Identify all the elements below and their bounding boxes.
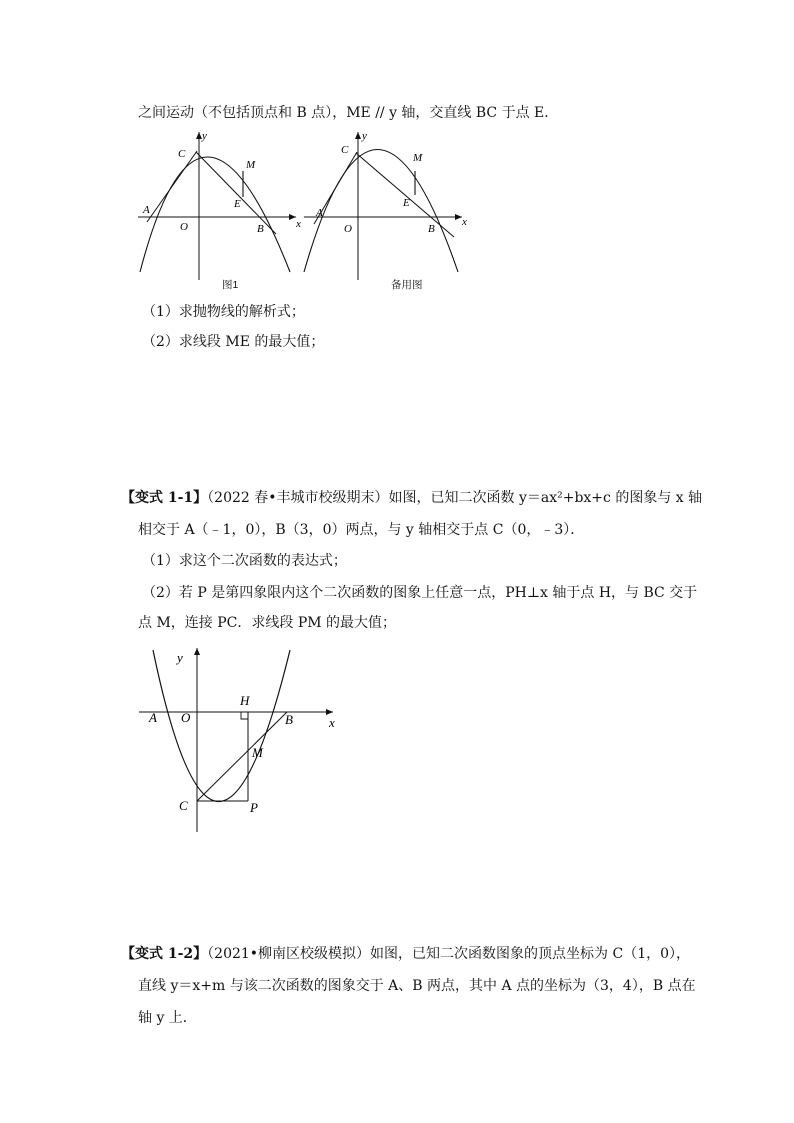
fig2-label-O: O [344,223,352,235]
fig2-label-A: A [316,207,323,219]
variant1-1-line2: 相交于 A（﹣1，0），B（3，0）两点，与 y 轴相交于点 C（0，﹣3）． [138,522,585,538]
fig1-label-E: E [234,198,241,210]
fig2-label-C: C [341,144,349,156]
fig2-label-x: x [462,216,467,228]
fig2-caption: 备用图 [391,279,423,291]
v11-label-P: P [250,800,258,815]
problem1-q2: （2）求线段 ME 的最大值； [142,334,325,350]
v11-label-x: x [329,715,335,730]
figure-backup [296,122,476,292]
fig1-label-B: B [257,223,264,235]
fig1-label-O: O [180,221,188,233]
fig1-label-M: M [246,159,256,171]
variant1-1-q2-cont: 点 M，连接 PC．求线段 PM 的最大值； [138,615,397,631]
fig1-label-x: x [296,218,301,230]
fig1-caption: 图1 [222,279,239,291]
variant1-1-q1: （1）求这个二次函数的表达式； [142,553,347,569]
fig2-label-B: B [428,223,435,235]
variant1-2-line3: 轴 y 上． [138,1010,197,1026]
variant1-2-line2: 直线 y＝x+m 与该二次函数的图象交于 A、B 两点，其中 A 点的坐标为（3，4），B 点在 [138,978,696,994]
problem1-intro: 之间运动（不包括顶点和 B 点），ME // y 轴，交直线 BC 于点 E． [138,105,559,121]
v11-label-C: C [179,798,188,813]
fig2-label-E: E [403,197,410,209]
problem1-q1: （1）求抛物线的解析式； [142,304,305,320]
variant1-2-tag: 【变式 1-2】 [121,946,208,962]
variant1-1-line1 [121,489,702,507]
v11-label-H: H [240,693,250,708]
v11-label-B: B [285,712,293,727]
figure-variant1-1 [135,640,345,840]
variant1-1-q2: （2）若 P 是第四象限内这个二次函数的图象上任意一点，PH⊥x 轴于点 H，与 BC 交于 [142,585,698,601]
v11-label-M: M [252,745,263,760]
fig2-label-M: M [413,152,423,164]
variant1-1-tag: 【变式 1-1】 [121,490,208,506]
v11-label-O: O [181,710,191,725]
v11-label-y: y [177,650,183,665]
fig2-label-y: y [362,130,367,142]
fig1-label-A: A [143,204,150,216]
fig1-label-y: y [202,130,207,142]
variant1-2-text1: （2021•柳南区校级模拟）如图，已知二次函数图象的顶点坐标为 C（1，0）， [207,946,691,962]
fig1-label-C: C [178,148,186,160]
variant1-1-text1: （2022 春•丰城市校级期末）如图，已知二次函数 y＝ax²+bx+c 的图象与 x 轴 [207,490,703,506]
v11-label-A: A [149,710,157,725]
figure-1 [130,122,310,292]
variant1-2-line1 [121,945,690,963]
